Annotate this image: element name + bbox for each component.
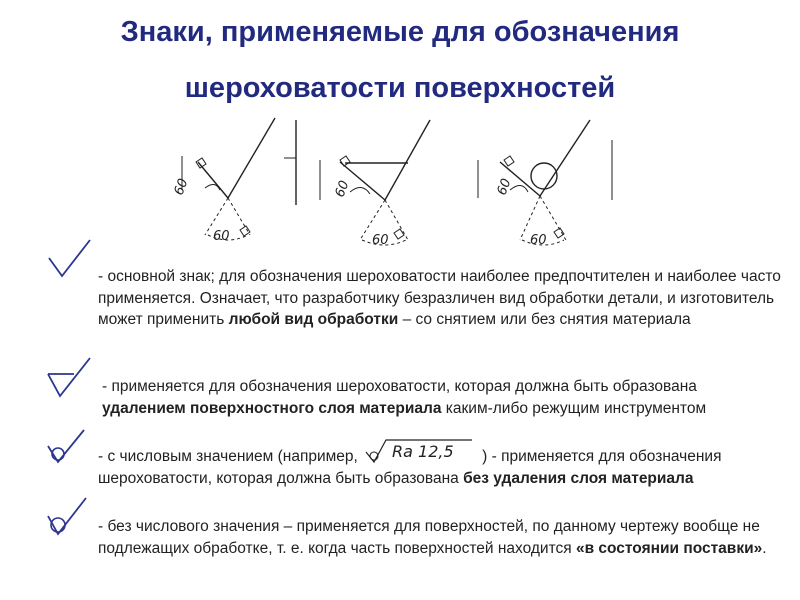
item-removal-sign-text: - применяется для обозначения шероховатости, которая должна быть образована удалением поверхностного слоя материала каким-либо режущим инструментом bbox=[102, 378, 707, 417]
angle-label-1-lower: 60 bbox=[213, 229, 230, 244]
example-value: Ra 12,5 bbox=[392, 442, 454, 461]
basic-sign-drawing bbox=[182, 118, 296, 240]
removal-sign-icon bbox=[44, 356, 94, 402]
roughness-signs-diagram bbox=[0, 0, 800, 260]
example-sign bbox=[362, 442, 482, 466]
no-removal-sign-icon bbox=[44, 496, 94, 542]
angle-label-1: 60 bbox=[171, 176, 192, 198]
basic-check-sign-icon bbox=[46, 236, 96, 282]
no-removal-sign-icon bbox=[44, 428, 94, 470]
angle-label-3: 60 bbox=[494, 176, 515, 198]
angle-label-2: 60 bbox=[332, 178, 353, 200]
item-basic-sign-text: - основной знак; для обозначения шероховатости наиболее предпочтителен и наиболее часто применяется. Означает, что разработчику безразличен вид обработки детали, и изготовитель может применить любой вид обработки – со снятием или без снятия материала bbox=[98, 268, 781, 328]
angle-label-2-lower: 60 bbox=[372, 233, 389, 248]
item-no-removal-numeric-text: - с числовым значением (например, Ra 12,5 ) - применяется для обозначения шероховатости, которая должна быть образована без удаления слоя материала bbox=[98, 446, 788, 489]
angle-label-3-lower: 60 bbox=[530, 233, 547, 248]
example-roughness-sign-icon bbox=[362, 438, 482, 464]
item-no-removal-plain-text: - без числового значения – применяется для поверхностей, по данному чертежу вообще не подлежащих обработке, т. е. когда часть поверхностей находится «в состоянии поставки». bbox=[98, 518, 767, 557]
page-title-line-2: шероховатости поверхностей bbox=[184, 72, 616, 104]
page-title-line-1: Знаки, применяемые для обозначения bbox=[120, 16, 680, 48]
